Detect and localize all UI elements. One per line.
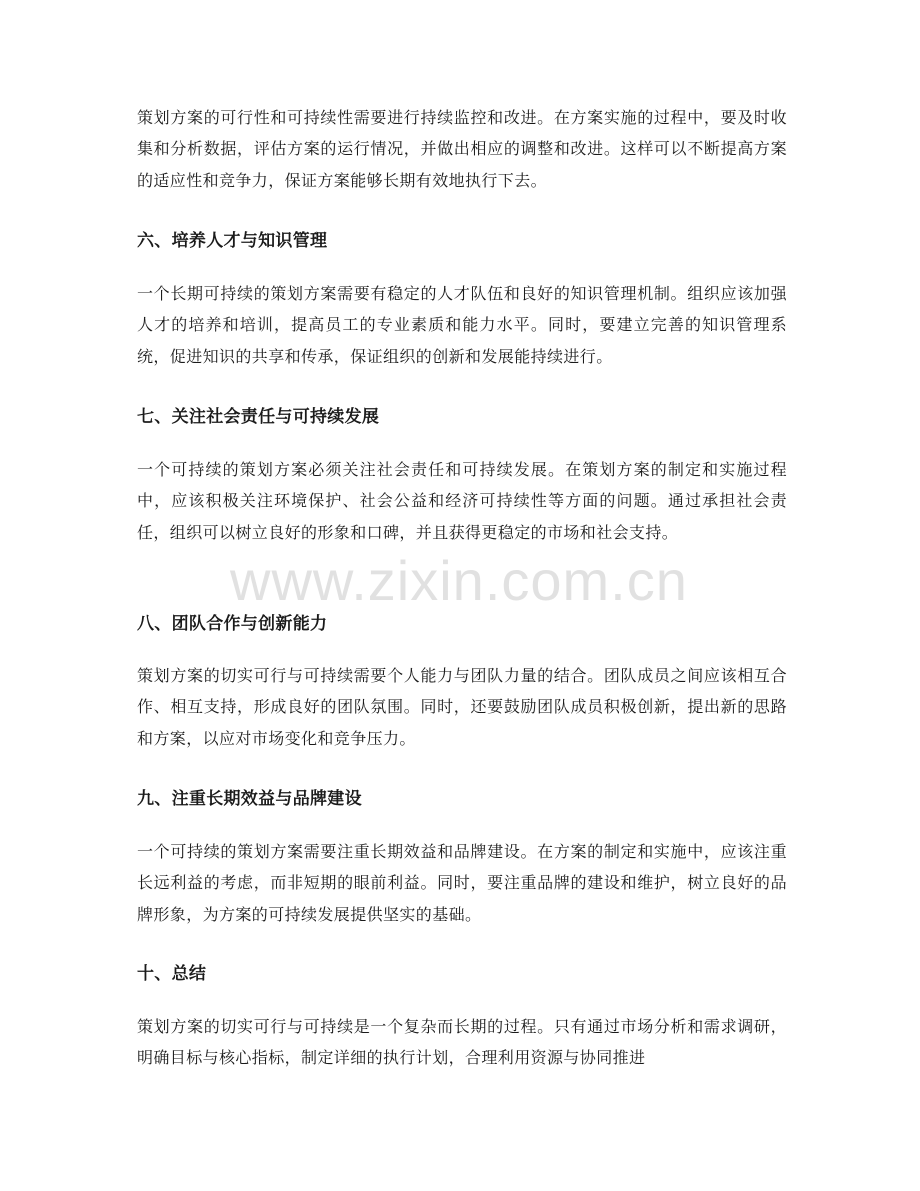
paragraph-brand: 一个可持续的策划方案需要注重长期效益和品牌建设。在方案的制定和实施中，应该注重长远利益的考虑，而非短期的眼前利益。同时，要注重品牌的建设和维护，树立良好的品牌形象，为方案的可持续发展提供坚实的基础。 [137,842,787,924]
watermark: www.zixin.com.cn [230,549,688,612]
heading-section-8: 八、团队合作与创新能力 [137,614,328,634]
paragraph-talent: 一个长期可持续的策划方案需要有稳定的人才队伍和良好的知识管理机制。组织应该加强人才的培养和培训，提高员工的专业素质和能力水平。同时，要建立完善的知识管理系统，促进知识的共享和传承，保证组织的创新和发展能持续进行。 [137,284,787,366]
heading-section-9: 九、注重长期效益与品牌建设 [137,789,362,809]
paragraph-monitoring: 策划方案的可行性和可持续性需要进行持续监控和改进。在方案实施的过程中，要及时收集和分析数据，评估方案的运行情况，并做出相应的调整和改进。这样可以不断提高方案的适应性和竞争力，保证方案能够长期有效地执行下去。 [137,108,787,190]
paragraph-social-responsibility: 一个可持续的策划方案必须关注社会责任和可持续发展。在策划方案的制定和实施过程中，应该积极关注环境保护、社会公益和经济可持续性等方面的问题。通过承担社会责任，组织可以树立良好的形象和口碑，并且获得更稳定的市场和社会支持。 [137,460,787,542]
heading-section-6: 六、培养人才与知识管理 [137,231,328,251]
heading-section-7: 七、关注社会责任与可持续发展 [137,407,380,427]
paragraph-summary: 策划方案的切实可行与可持续是一个复杂而长期的过程。只有通过市场分析和需求调研，明确目标与核心指标，制定详细的执行计划，合理利用资源与协同推进 [137,1017,787,1068]
paragraph-teamwork: 策划方案的切实可行与可持续需要个人能力与团队力量的结合。团队成员之间应该相互合作、相互支持，形成良好的团队氛围。同时，还要鼓励团队成员积极创新，提出新的思路和方案，以应对市场变化和竞争压力。 [137,666,787,748]
heading-section-10: 十、总结 [137,964,207,984]
